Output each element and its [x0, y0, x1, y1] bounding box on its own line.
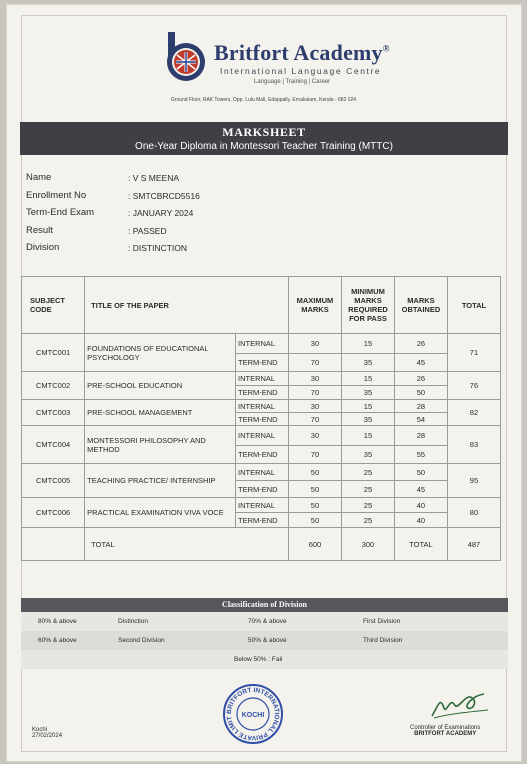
table-row: CMTC001 FOUNDATIONS OF EDUCATIONAL PSYCHOLOGY INTERNAL 30 15 26 71 — [22, 334, 501, 354]
classification-fail-row: Below 50% : Fail — [21, 650, 508, 669]
classification-title: Classification of Division — [21, 598, 508, 612]
header-subject-code: SUBJECT CODE — [22, 277, 85, 334]
brand-name: Britfort Academy® — [214, 40, 390, 65]
table-row: TERM-END 50 25 40 — [22, 513, 501, 528]
company-seal-stamp — [222, 683, 284, 750]
brand-subtitle: International Language Centre — [220, 66, 382, 76]
table-row: CMTC003 PRE-SCHOOL MANAGEMENT INTERNAL 30 15 28 82 — [22, 400, 501, 413]
svg-text:KOCHI: KOCHI — [241, 712, 265, 719]
header-max-marks: MAXIMUM MARKS — [288, 277, 341, 334]
header-total: TOTAL — [447, 277, 500, 334]
table-row: TERM-END 50 25 45 — [22, 481, 501, 498]
table-row: CMTC002 PRE-SCHOOL EDUCATION INTERNAL 30 15 26 76 — [22, 372, 501, 386]
marks-table — [21, 276, 501, 561]
header-paper-title: TITLE OF THE PAPER — [85, 277, 289, 334]
table-row: TERM-END 70 35 45 — [22, 354, 501, 372]
academy-address: Ground Floor, RAK Towers, Opp. Lulu Mall, Edappally, Ernakulam, Kerala - 682 024 — [170, 97, 357, 103]
academy-logo-icon — [154, 26, 212, 91]
header-min-marks: MINIMUM MARKS REQUIRED FOR PASS — [341, 277, 394, 334]
classification-of-division — [21, 598, 508, 669]
table-total-row: TOTAL 600 300 TOTAL 487 — [22, 528, 501, 561]
marksheet-title: MARKSHEET — [222, 125, 306, 139]
table-row: TERM-END 70 35 50 — [22, 386, 501, 400]
signatory-block: Controller of Examinations BRITFORT ACADEMY — [410, 725, 481, 737]
table-row: TERM-END 70 35 54 — [22, 413, 501, 426]
brand-block — [214, 40, 390, 85]
table-row: TERM-END 70 35 55 — [22, 446, 501, 464]
course-title: One-Year Diploma in Montessori Teacher Training (MTTC) — [135, 141, 393, 152]
header-marks-obtained: MARKS OBTAINED — [394, 277, 447, 334]
table-header-row — [22, 277, 501, 334]
table-row: CMTC004 MONTESSORI PHILOSOPHY AND METHOD INTERNAL 30 15 28 83 — [22, 426, 501, 446]
svg-text:BRITFORT INTERNATIONAL PRIVATE: BRITFORT INTERNATIONAL PRIVATE LIMIT — [225, 686, 281, 742]
table-row: CMTC006 PRACTICAL EXAMINATION VIVA VOCE INTERNAL 50 25 40 80 — [22, 498, 501, 513]
marksheet-banner — [20, 122, 508, 155]
table-row: CMTC005 TEACHING PRACTICE/ INTERNSHIP INTERNAL 50 25 50 95 — [22, 464, 501, 481]
signature-image — [428, 686, 492, 727]
classification-row: 60% & above Second Division 50% & above Third Division — [21, 631, 508, 650]
brand-tagline: Language | Training | Career — [254, 79, 331, 85]
issue-place-date: Kochi 27/02/2024 — [32, 727, 63, 739]
classification-row: 80% & above Distinction 70% & above First Division — [21, 612, 508, 631]
